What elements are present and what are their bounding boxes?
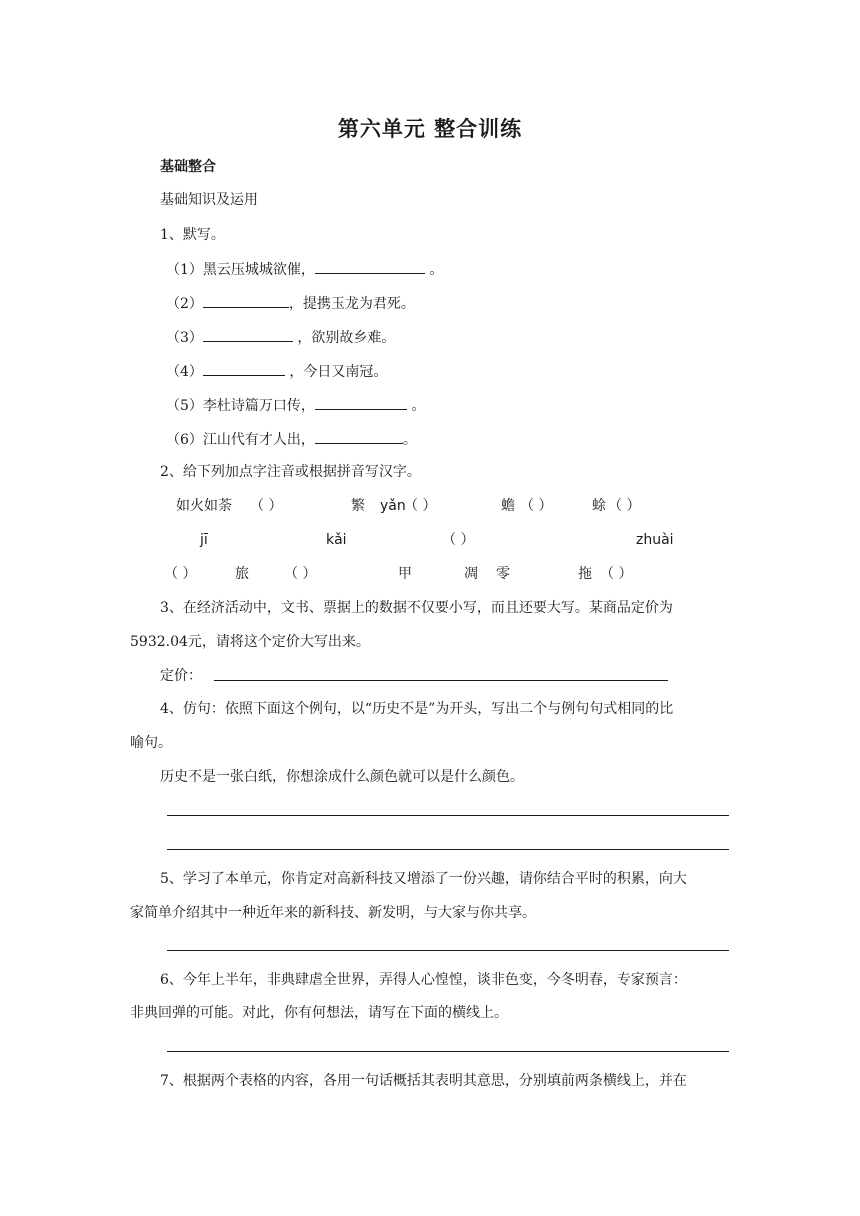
question-6-line-2: 非典回弹的可能。对此，你有何想法，请写在下面的横线上。 (130, 1005, 508, 1021)
item-text: ，欲别故乡难。 (292, 330, 396, 346)
answer-line (167, 815, 729, 816)
q2-word: 蟾 (501, 498, 515, 514)
question-3-line-2: 5932.04元，请将这个定价大写出来。 (130, 634, 370, 650)
question-2-stem: 2、给下列加点字注音或根据拼音写汉字。 (160, 464, 421, 480)
q2-pinyin: yǎn (380, 498, 406, 514)
question-6-line-1: 6、今年上半年，非典肆虐全世界，弄得人心惶惶，谈非色变，今冬明春，专家预言： (160, 972, 687, 988)
question-1-item-6 (166, 429, 417, 449)
answer-line (167, 1051, 729, 1052)
item-text: （3） (166, 330, 203, 346)
q2-pinyin: zhuài (636, 532, 674, 548)
q2-word: 拖 (578, 566, 592, 582)
q2-word: 凋 (464, 566, 478, 582)
question-1-item-3 (166, 327, 395, 347)
q2-pinyin: kǎi (326, 532, 347, 548)
answer-blank (203, 327, 293, 342)
q2-paren: （ ） (164, 566, 197, 582)
question-3-label: 定价： (160, 668, 202, 684)
q2-paren: （ ） (250, 498, 283, 514)
answer-blank (315, 259, 425, 274)
question-3-line-1: 3、在经济活动中，文书、票据上的数据不仅要小写，而且还要大写。某商品定价为 (160, 600, 673, 616)
page-title: 第六单元 整合训练 (337, 117, 523, 141)
item-text: （2） (166, 296, 203, 312)
item-text: （6）江山代有才人出， (166, 432, 315, 448)
answer-line (167, 849, 729, 850)
question-7-line-1: 7、根据两个表格的内容，各用一句话概括其表明其意思，分别填前两条横线上，并在 (160, 1073, 687, 1089)
q2-word: 如火如荼 (176, 498, 232, 514)
question-1-item-4 (166, 361, 387, 381)
answer-blank (203, 293, 289, 308)
answer-line (214, 680, 668, 681)
q2-paren: （ ） (600, 566, 633, 582)
question-4-line-1: 4、仿句：依照下面这个例句，以“历史不是”为开头，写出二个与例句句式相同的比 (160, 701, 674, 717)
q2-paren: （ ） (404, 498, 437, 514)
q2-paren: （ ） (608, 498, 641, 514)
q2-word: 甲 (398, 566, 412, 582)
q2-word: 繁 (351, 498, 365, 514)
item-text: （1）黑云压城城欲催， (166, 262, 315, 278)
question-1-item-5 (166, 395, 425, 415)
item-text: （5）李杜诗篇万口传， (166, 398, 315, 414)
q2-word: 蜍 (592, 498, 606, 514)
q2-word: 零 (496, 566, 510, 582)
q2-word: 旅 (235, 566, 249, 582)
question-1-stem: 1、默写。 (160, 227, 225, 243)
item-text: ，提携玉龙为君死。 (288, 296, 415, 312)
answer-blank (315, 395, 407, 410)
question-4-line-2: 喻句。 (130, 735, 172, 751)
answer-blank (315, 429, 403, 444)
question-1-item-1 (166, 259, 443, 279)
question-1-item-2 (166, 293, 415, 313)
q2-paren: （ ） (284, 566, 317, 582)
question-5-line-1: 5、学习了本单元，你肯定对高新科技又增添了一份兴趣，请你结合平时的积累，向大 (160, 871, 687, 887)
item-text: 。 (402, 432, 417, 448)
question-4-example: 历史不是一张白纸，你想涂成什么颜色就可以是什么颜色。 (160, 769, 524, 785)
q2-paren: （ ） (442, 532, 475, 548)
item-text: （4） (166, 364, 203, 380)
item-text: 。 (424, 262, 444, 278)
q2-paren: （ ） (520, 498, 553, 514)
q2-pinyin: jī (200, 532, 208, 548)
section-heading: 基础整合 (160, 159, 216, 175)
answer-line (167, 950, 729, 951)
item-text: 。 (406, 398, 426, 414)
question-5-line-2: 家简单介绍其中一种近年来的新科技、新发明，与大家与你共享。 (130, 905, 536, 921)
subsection-heading: 基础知识及运用 (160, 192, 258, 208)
item-text: ，今日又南冠。 (284, 364, 388, 380)
answer-blank (203, 361, 285, 376)
